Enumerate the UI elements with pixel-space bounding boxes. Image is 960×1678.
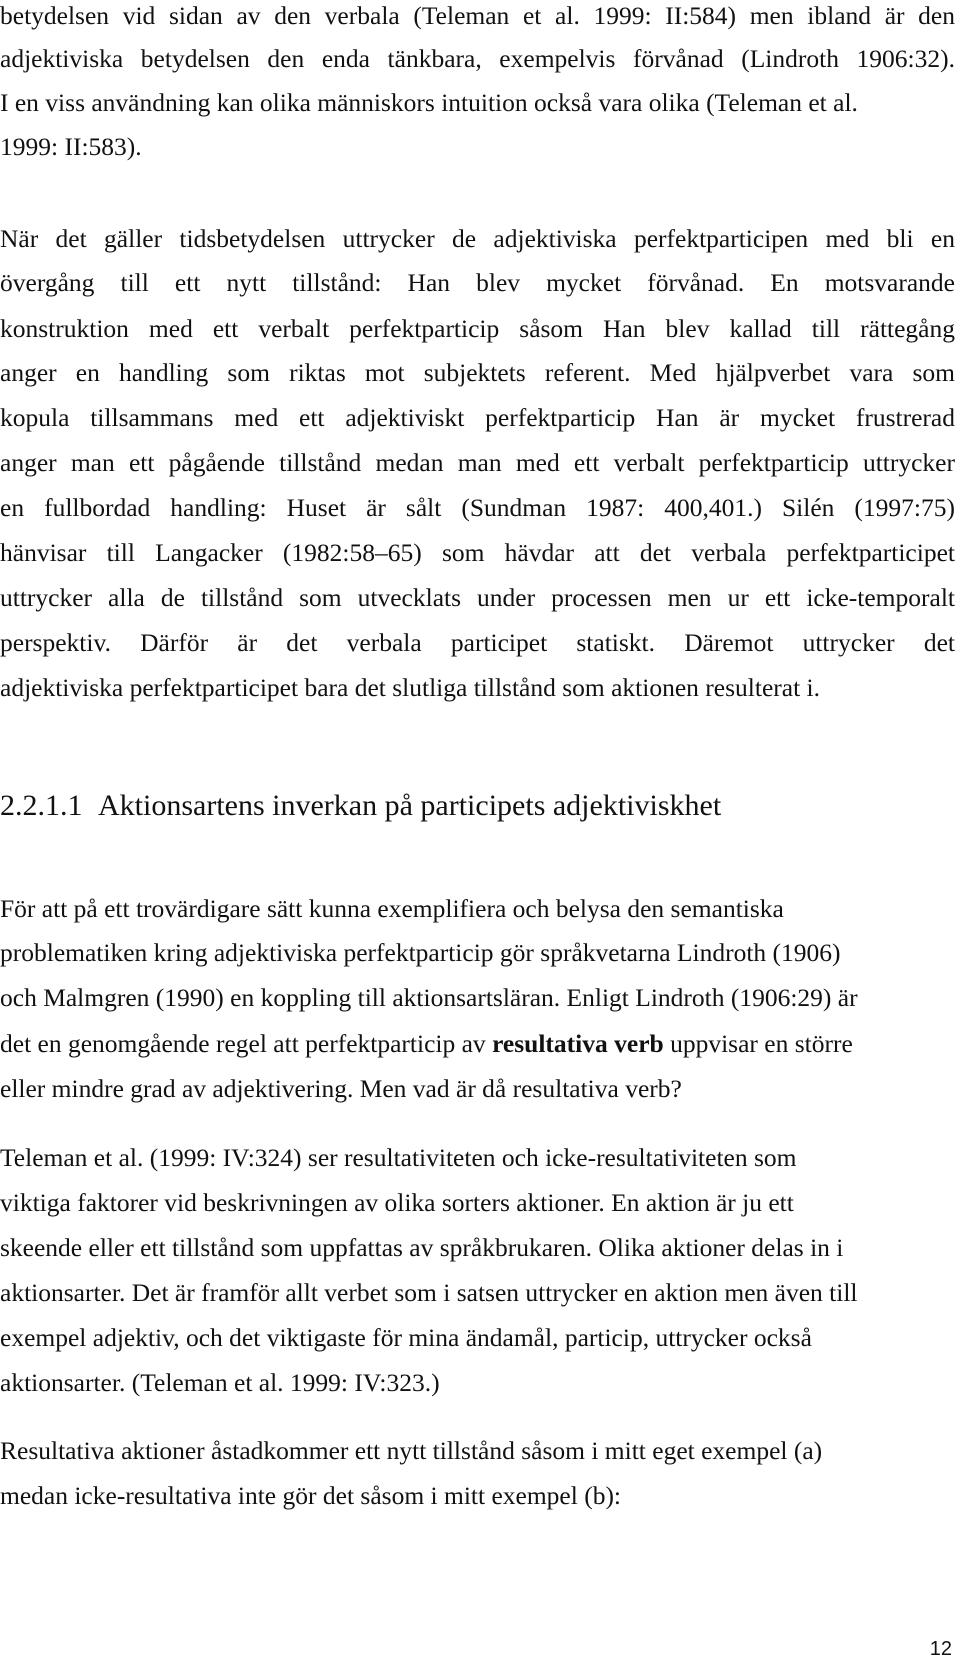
- bold-term: resultativa verb: [492, 1029, 664, 1058]
- text-line: anger en handling som riktas mot subjektets referent. Med hjälpverbet vara som: [0, 358, 955, 387]
- text-line: I en viss användning kan olika människors intuition också vara olika (Teleman et al.: [0, 88, 858, 117]
- text-line: exempel adjektiv, och det viktigaste för mina ändamål, particip, uttrycker också: [0, 1323, 812, 1352]
- page-number: 12: [929, 1638, 952, 1660]
- section-heading: [0, 788, 721, 824]
- text-span: det en genomgående regel att perfektparticip av: [0, 1029, 493, 1058]
- section-title: Aktionsartens inverkan på participets adjektiviskhet: [98, 789, 722, 822]
- text-line: Resultativa aktioner åstadkommer ett nytt tillstånd såsom i mitt eget exempel (a): [0, 1436, 823, 1465]
- text-line: kopula tillsammans med ett adjektiviskt perfektparticip Han är mycket frustrerad: [0, 403, 955, 432]
- text-line: adjektiviska betydelsen den enda tänkbara, exempelvis förvånad (Lindroth 1906:32).: [0, 44, 955, 73]
- text-line: viktiga faktorer vid beskrivningen av olika sorters aktioner. En aktion är ju ett: [0, 1188, 794, 1217]
- text-line: [0, 1028, 853, 1060]
- text-line: anger man ett pågående tillstånd medan man med ett verbalt perfektparticip uttrycker: [0, 448, 955, 477]
- text-line: problematiken kring adjektiviska perfektparticip gör språkvetarna Lindroth (1906): [0, 938, 841, 967]
- text-line: konstruktion med ett verbalt perfektparticip såsom Han blev kallad till rättegång: [0, 314, 955, 343]
- section-number: 2.2.1.1: [0, 789, 83, 822]
- text-line: betydelsen vid sidan av den verbala (Teleman et al. 1999: II:584) men ibland är den: [0, 1, 955, 30]
- text-line: en fullbordad handling: Huset är sålt (Sundman 1987: 400,401.) Silén (1997:75): [0, 493, 955, 522]
- text-line: skeende eller ett tillstånd som uppfattas av språkbrukaren. Olika aktioner delas in i: [0, 1233, 844, 1262]
- text-line: 1999: II:583).: [0, 132, 142, 161]
- text-line: och Malmgren (1990) en koppling till aktionsartsläran. Enligt Lindroth (1906:29) är: [0, 983, 858, 1012]
- text-line: När det gäller tidsbetydelsen uttrycker de adjektiviska perfektparticipen med bli en: [0, 224, 955, 253]
- text-line: medan icke-resultativa inte gör det såsom i mitt exempel (b):: [0, 1481, 622, 1510]
- text-line: aktionsarter. (Teleman et al. 1999: IV:323.): [0, 1368, 440, 1397]
- text-line: För att på ett trovärdigare sätt kunna exemplifiera och belysa den semantiska: [0, 894, 784, 923]
- text-span: uppvisar en större: [663, 1029, 853, 1058]
- text-line: adjektiviska perfektparticipet bara det slutliga tillstånd som aktionen resulterat i.: [0, 673, 820, 702]
- text-line: uttrycker alla de tillstånd som utvecklats under processen men ur ett icke-temporalt: [0, 583, 955, 612]
- text-line: perspektiv. Därför är det verbala participet statiskt. Däremot uttrycker det: [0, 628, 955, 657]
- text-line: hänvisar till Langacker (1982:58–65) som hävdar att det verbala perfektparticipet: [0, 538, 955, 567]
- text-line: aktionsarter. Det är framför allt verbet som i satsen uttrycker en aktion men även till: [0, 1278, 858, 1307]
- text-line: Teleman et al. (1999: IV:324) ser resultativiteten och icke-resultativiteten som: [0, 1143, 797, 1172]
- text-line: eller mindre grad av adjektivering. Men vad är då resultativa verb?: [0, 1074, 682, 1103]
- text-line: övergång till ett nytt tillstånd: Han blev mycket förvånad. En motsvarande: [0, 268, 955, 297]
